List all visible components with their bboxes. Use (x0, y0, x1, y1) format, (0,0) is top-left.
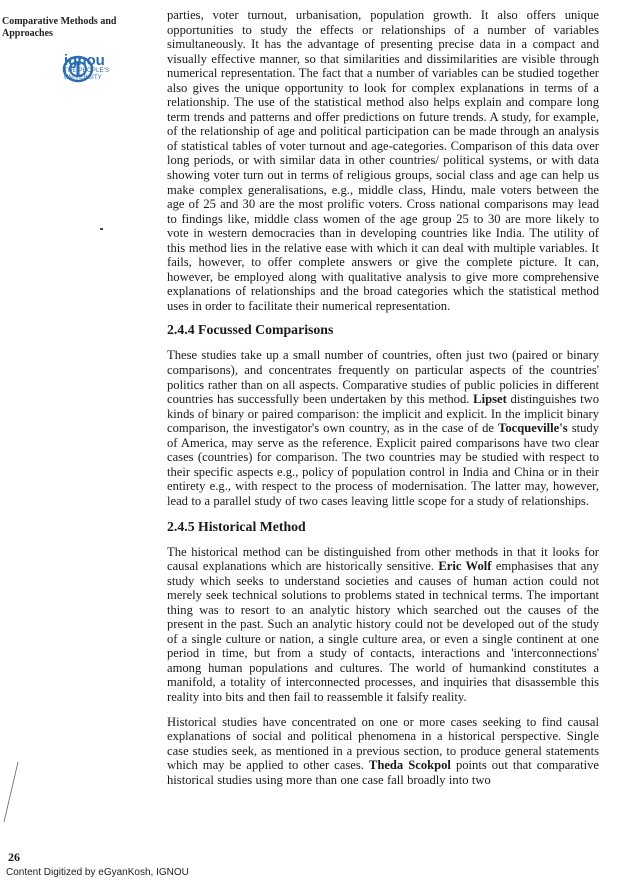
para3-text-c: emphasises that any study which seeks to understand societies and causes of human action could not merely seek technical solutions to problems stated in technical terms. The important thing was to resort to an analytic history which searched out the causes of the present in the past. Such an analytic history could not be developed out of the study of a single culture or nation, a single culture area, or even a single continent at one period in time, but from a study of contacts, interactions and 'interconnections' among human populations and cultures. The world of humankind constitutes a manifold, a totality of interconnected processes, and inquiries that disassemble this reality into bits and then fail to reassemble it falsify reality. (167, 559, 599, 704)
logo-sub-1: THE PEOPLE'S (64, 68, 110, 74)
scan-mark-icon (0, 760, 20, 830)
para2-text-c: distinguishes two kinds of binary or paired comparison: the implicit and explicit. In the implicit binary comparison, the investigator's own country, as in the case of de (167, 392, 599, 436)
page-number: 26 (8, 850, 20, 864)
paragraph-historical (167, 545, 599, 705)
name-tocqueville: Tocqueville's (498, 421, 568, 436)
scan-dot-icon (100, 228, 103, 230)
para4-text-a: Historical studies have concentrated on one or more cases seeking to find causal explanations of social and political phenomena in a historical perspective. Single case studies seek, as mentioned in a previous section, to produce general statements which may be applied to other cases. (167, 714, 599, 773)
para4-text-c: points out that comparative historical studies using more than one case fall broadly into two (167, 758, 600, 787)
logo-sub-2: UNIVERSITY (64, 74, 103, 81)
name-theda-scokpol: Theda Scokpol (368, 758, 451, 773)
logo-brand: ignou (64, 52, 105, 69)
name-lipset: Lipset (473, 392, 507, 407)
paragraph-historical-studies (167, 715, 599, 788)
paragraph-statistical: parties, voter turnout, urbanisation, population growth. It also offers unique opportunities to study the effects or relationships of a number of variables simultaneously. It has the advantage of presenting precise data in a compact and visually effective manner, so that similarities and dissimilarities are visible through numerical representation. The fact that a number of variables can be studied together also gives the unique opportunity to look for complex explanations in terms of a relationship. The use of the statistical method also helps explain and compare long term trends and patterns and offer predictions on future trends. A study, for example, of the relationship of age and political participation can be made through an analysis of statistical tables of voter turnout and age-categories. Comparison of this data over long periods, or with similar data in other countries/ political systems, or with data showing voter turn out in terms of religious groups, social class and age can help us make complex generalisations, e.g., middle class, Hindu, male voters between the age of 25 and 30 are the most prolific voters. Cross national comparisons may lead to findings like, middle class women of the age group 25 to 30 are more likely to vote in western democracies than in developing countries like India. The utility of this method lies in the relative ease with which it can deal with multiple variables. It fails, however, to offer complete answers or give the complete picture. It can, however, be employed along with qualitative analysis to give more comprehensive explanations of relationships and the broad categories which the statistical method uses in order to facilitate their numerical representation. (167, 8, 599, 313)
footer-credit: Content Digitized by eGyanKosh, IGNOU (6, 867, 189, 878)
main-content (167, 8, 599, 787)
ignou-logo (64, 53, 109, 81)
para2-text-a: These studies take up a small number of countries, often just two (paired or binary comparisons), and concentrates frequently on particular aspects of the countries' politics rather than on all aspects. Comparative studies of public policies in different countries has successfully been undertaken by this method. (167, 348, 599, 407)
heading-focussed-comparisons: 2.4.4 Focussed Comparisons (167, 322, 334, 338)
paragraph-focussed (167, 348, 599, 508)
name-eric-wolf: Eric Wolf (438, 559, 492, 574)
section-title-line1: Comparative Methods and (2, 16, 117, 27)
heading-historical-method: 2.4.5 Historical Method (167, 518, 306, 534)
section-title (2, 16, 152, 40)
para3-text-a: The historical method can be distinguished from other methods in that it looks for causal explanations which are historically sensitive. (167, 544, 599, 574)
section-title-line2: Approaches (2, 28, 53, 39)
para2-text-e: study of America, may serve as the reference. Explicit paired comparisons have two clear cases (countries) for comparison. The two countries may be studied with respect to their specific aspects e.g., policy of population control in India and China or in their entirety e.g., with respect to the process of modernisation. The latter may, however, lead to a parallel study of two cases leaving little scope for a study of relationships. (167, 421, 600, 508)
